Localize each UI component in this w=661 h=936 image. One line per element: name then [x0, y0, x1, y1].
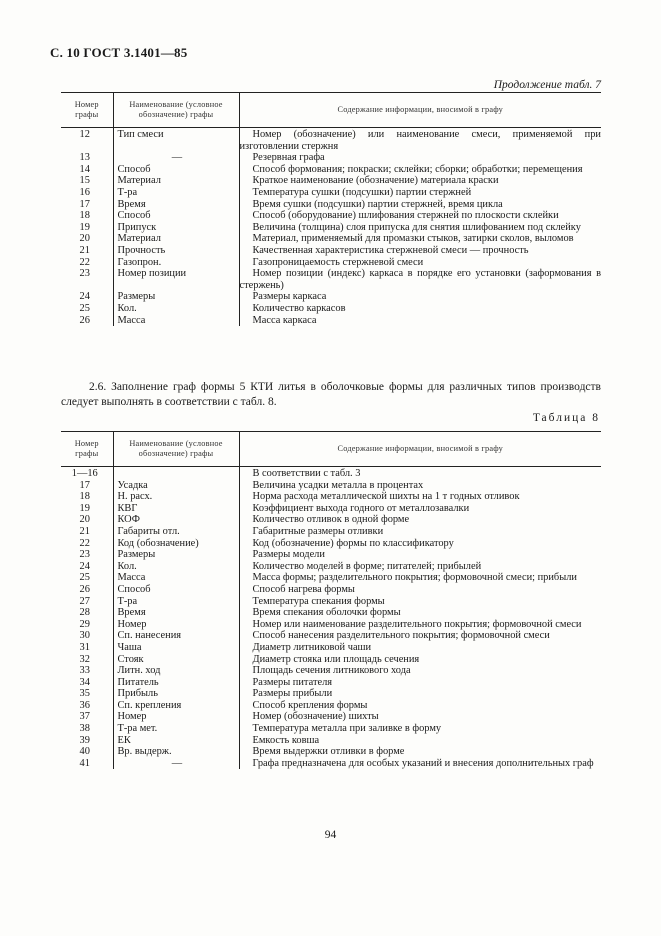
table-row	[61, 268, 601, 291]
row-number: 20	[79, 514, 90, 526]
row-name: Вр. выдерж.	[113, 746, 239, 758]
col-header-content: Содержание информации, вносимой в графу	[239, 93, 601, 128]
row-content	[239, 187, 601, 199]
row-content-text: Время спекания оболочки формы	[252, 607, 401, 619]
row-content-text: Размеры питателя	[252, 676, 333, 688]
row-number: 33	[79, 665, 90, 677]
row-content-text: Газопроницаемость стержневой смеси	[252, 256, 424, 268]
row-content	[239, 746, 601, 758]
row-content-text: Размеры модели	[252, 549, 325, 561]
row-content-text: Время выдержки отливки в форме	[252, 746, 405, 758]
row-name: Масса	[113, 315, 239, 327]
row-name: Чаша	[113, 642, 239, 654]
row-number: 26	[79, 314, 90, 326]
row-content-text: Величина усадки металла в процентах	[252, 479, 424, 491]
row-content-text: Площадь сечения литникового хода	[252, 665, 411, 677]
row-number: 25	[79, 302, 90, 314]
table-row	[61, 596, 601, 608]
row-name: КВГ	[113, 503, 239, 515]
row-name: Масса	[113, 572, 239, 584]
table-row	[61, 480, 601, 492]
table-row	[61, 735, 601, 747]
row-content-text: Номер (обозначение) шихты	[252, 711, 379, 723]
row-content	[239, 268, 601, 291]
col-header-number: Номер графы	[61, 93, 113, 128]
row-content	[239, 584, 601, 596]
row-number: 20	[79, 233, 90, 245]
row-name: Питатель	[113, 677, 239, 689]
table-8-caption: Таблица 8	[532, 412, 600, 424]
table-row	[61, 303, 601, 315]
table-row	[61, 257, 601, 269]
row-name: Кол.	[113, 561, 239, 573]
row-content	[239, 654, 601, 666]
row-content	[239, 210, 601, 222]
table-continuation-label: Продолжение табл. 7	[493, 79, 601, 91]
row-name: Т-ра	[113, 596, 239, 608]
table-row	[61, 199, 601, 211]
row-content-text: Краткое наименование (обозначение) материала краски	[252, 175, 499, 187]
row-content-text: Температура металла при заливке в форму	[252, 723, 442, 735]
row-number: 28	[79, 607, 90, 619]
row-name: Код (обозначение)	[113, 538, 239, 550]
row-content	[239, 152, 601, 164]
row-number: 21	[79, 244, 90, 256]
row-content-text: Резервная графа	[252, 152, 325, 164]
row-name: Способ	[113, 164, 239, 176]
row-name: КОФ	[113, 514, 239, 526]
row-content-text: Номер (обозначение) или наименование смеси, применяемой при изготовлении стержня	[239, 129, 601, 152]
table-row	[61, 503, 601, 515]
row-number: 32	[79, 653, 90, 665]
page-header: С. 10 ГОСТ 3.1401—85	[50, 45, 188, 60]
row-name: Сп. нанесения	[113, 630, 239, 642]
row-name: Литн. ход	[113, 665, 239, 677]
row-number: 23	[79, 549, 90, 561]
row-content-text: Качественная характеристика стержневой смеси — прочность	[252, 244, 529, 256]
row-content	[239, 549, 601, 561]
row-number: 27	[79, 595, 90, 607]
row-content-text: Способ нанесения разделительного покрытия; формовочной смеси	[252, 630, 550, 642]
table-row	[61, 245, 601, 257]
row-content	[239, 711, 601, 723]
table-row	[61, 467, 601, 480]
row-number: 37	[79, 711, 90, 723]
row-content	[239, 128, 601, 153]
table-row	[61, 654, 601, 666]
row-content-text: Норма расхода металлической шихты на 1 т годных отливок	[252, 491, 520, 503]
table-row	[61, 723, 601, 735]
row-number: 31	[79, 641, 90, 653]
table-row	[61, 222, 601, 234]
row-content	[239, 607, 601, 619]
row-content-text: Коэффициент выхода годного от металлозавалки	[252, 502, 470, 514]
row-name: Т-ра мет.	[113, 723, 239, 735]
row-number: 36	[79, 699, 90, 711]
row-number: 26	[79, 583, 90, 595]
row-content-text: Способ нагрева формы	[252, 583, 355, 595]
row-name: Материал	[113, 175, 239, 187]
table-row	[61, 491, 601, 503]
row-number: 18	[79, 491, 90, 503]
row-name: Газопрон.	[113, 257, 239, 269]
row-name: ЕК	[113, 735, 239, 747]
row-number: 19	[79, 502, 90, 514]
table-row	[61, 572, 601, 584]
row-content	[239, 735, 601, 747]
row-number: 39	[79, 734, 90, 746]
row-name	[113, 467, 239, 480]
row-content	[239, 222, 601, 234]
row-name: —	[113, 152, 239, 164]
col-header-number: Номер графы	[61, 432, 113, 467]
table-row	[61, 152, 601, 164]
table-row	[61, 210, 601, 222]
row-name: Номер позиции	[113, 268, 239, 291]
table-row	[61, 561, 601, 573]
row-content-text: Габаритные размеры отливки	[252, 525, 384, 537]
row-number: 40	[79, 746, 90, 758]
table-row	[61, 187, 601, 199]
row-number: 29	[79, 618, 90, 630]
table-8	[61, 431, 601, 769]
row-content-text: Количество каркасов	[252, 302, 346, 314]
table-7	[61, 92, 601, 326]
row-number: 13	[79, 152, 90, 164]
row-name: Усадка	[113, 480, 239, 492]
row-number: 30	[79, 630, 90, 642]
table-row	[61, 700, 601, 712]
row-name: Время	[113, 199, 239, 211]
table-row	[61, 711, 601, 723]
row-name: Габариты отл.	[113, 526, 239, 538]
row-name: Способ	[113, 210, 239, 222]
row-name: Н. расх.	[113, 491, 239, 503]
row-content-text: Количество моделей в форме; питателей; прибылей	[252, 560, 482, 572]
row-content-text: Размеры прибыли	[252, 688, 333, 700]
row-content	[239, 315, 601, 327]
row-content	[239, 665, 601, 677]
row-content-text: Количество отливок в одной форме	[252, 514, 410, 526]
row-content	[239, 514, 601, 526]
row-content	[239, 291, 601, 303]
table-row	[61, 526, 601, 538]
row-content-text: Способ крепления формы	[252, 699, 368, 711]
row-content	[239, 199, 601, 211]
row-content	[239, 630, 601, 642]
row-content-text: Диаметр литниковой чаши	[252, 641, 372, 653]
table-row	[61, 128, 601, 153]
row-number: 16	[79, 186, 90, 198]
table-row	[61, 630, 601, 642]
row-content-text: Величина (толщина) слоя припуска для снятия шлифованием под склейку	[252, 221, 581, 233]
paragraph-2-6	[61, 380, 601, 410]
table-row	[61, 175, 601, 187]
table-row	[61, 233, 601, 245]
table-row	[61, 291, 601, 303]
col-header-name: Наименование (условное обозначение) графы	[113, 432, 239, 467]
row-content	[239, 526, 601, 538]
row-content	[239, 723, 601, 735]
table-row	[61, 677, 601, 689]
row-content-text: Способ формования; покраски; склейки; сборки; обработки; перемещения	[252, 163, 583, 175]
row-content-text: Материал, применяемый для промазки стыков, затирки сколов, выломов	[252, 233, 574, 245]
row-name: —	[113, 758, 239, 770]
row-content	[239, 619, 601, 631]
col-header-content: Содержание информации, вносимой в графу	[239, 432, 601, 467]
row-content	[239, 303, 601, 315]
row-content-text: Код (обозначение) формы по классификатору	[252, 537, 454, 549]
row-content	[239, 688, 601, 700]
row-name: Время	[113, 607, 239, 619]
row-content	[239, 677, 601, 689]
row-name: Прибыль	[113, 688, 239, 700]
row-content	[239, 572, 601, 584]
row-content	[239, 480, 601, 492]
row-name: Материал	[113, 233, 239, 245]
table-row	[61, 758, 601, 770]
row-number: 19	[79, 221, 90, 233]
row-content	[239, 538, 601, 550]
row-content-text: Температура сушки (подсушки) партии стержней	[252, 186, 472, 198]
row-number: 23	[79, 268, 90, 280]
table-row	[61, 642, 601, 654]
row-name: Размеры	[113, 291, 239, 303]
row-name: Номер	[113, 619, 239, 631]
row-number: 41	[79, 757, 90, 769]
row-number: 22	[79, 256, 90, 268]
row-name: Номер	[113, 711, 239, 723]
row-content-text: Емкость ковша	[252, 734, 320, 746]
row-number: 18	[79, 210, 90, 222]
row-content-text: Графа предназначена для особых указаний и внесения дополнительных граф	[252, 757, 594, 769]
table-row	[61, 607, 601, 619]
row-content-text: Масса формы; разделительного покрытия; формовочной смеси; прибыли	[252, 572, 577, 584]
row-number: 14	[79, 163, 90, 175]
row-name: Стояк	[113, 654, 239, 666]
row-content	[239, 257, 601, 269]
row-content-text: Масса каркаса	[252, 314, 317, 326]
row-content-text: Номер позиции (индекс) каркаса в порядке его установки (заформования в стержень)	[239, 268, 601, 291]
row-content	[239, 700, 601, 712]
row-name: Прочность	[113, 245, 239, 257]
row-name: Кол.	[113, 303, 239, 315]
row-content-text: В соответствии с табл. 3	[252, 468, 361, 479]
row-content-text: Размеры каркаса	[252, 291, 327, 303]
row-number: 22	[79, 537, 90, 549]
row-name: Припуск	[113, 222, 239, 234]
row-content	[239, 175, 601, 187]
row-content-text: Температура спекания формы	[252, 595, 385, 607]
row-number: 35	[79, 688, 90, 700]
row-number: 12	[79, 129, 90, 140]
row-content	[239, 164, 601, 176]
row-number: 24	[79, 291, 90, 303]
row-number: 25	[79, 572, 90, 584]
row-content-text: Номер или наименование разделительного покрытия; формовочной смеси	[252, 618, 582, 630]
row-number: 24	[79, 560, 90, 572]
table-row	[61, 665, 601, 677]
row-content	[239, 561, 601, 573]
page-number: 94	[324, 829, 337, 841]
row-name: Сп. крепления	[113, 700, 239, 712]
row-name: Размеры	[113, 549, 239, 561]
row-content-text: Время сушки (подсушки) партии стержней, время цикла	[252, 198, 503, 210]
row-name: Т-ра	[113, 187, 239, 199]
table-row	[61, 584, 601, 596]
row-number: 15	[79, 175, 90, 187]
row-content	[239, 642, 601, 654]
table-row	[61, 746, 601, 758]
row-content	[239, 245, 601, 257]
row-content	[239, 758, 601, 770]
row-content	[239, 503, 601, 515]
table-row	[61, 315, 601, 327]
row-content	[239, 233, 601, 245]
table-row	[61, 514, 601, 526]
row-content-text: Диаметр стояка или площадь сечения	[252, 653, 420, 665]
row-number: 34	[79, 676, 90, 688]
row-name: Способ	[113, 584, 239, 596]
row-content	[239, 491, 601, 503]
row-number: 1—16	[71, 468, 98, 479]
table-row	[61, 688, 601, 700]
table-row	[61, 164, 601, 176]
table-row	[61, 549, 601, 561]
col-header-name: Наименование (условное обозначение) графы	[113, 93, 239, 128]
row-content	[239, 467, 601, 480]
row-name: Тип смеси	[113, 128, 239, 153]
table-row	[61, 538, 601, 550]
table-row	[61, 619, 601, 631]
row-number: 17	[79, 198, 90, 210]
paragraph-text: 2.6. Заполнение граф формы 5 КТИ литья в оболочковые формы для различных типов производств следует выполнять в соответствии с табл. 8.	[61, 381, 601, 408]
row-number: 38	[79, 723, 90, 735]
row-number: 21	[79, 525, 90, 537]
row-number: 17	[79, 479, 90, 491]
row-content-text: Способ (оборудование) шлифования стержней по плоскости склейки	[252, 210, 559, 222]
row-content	[239, 596, 601, 608]
